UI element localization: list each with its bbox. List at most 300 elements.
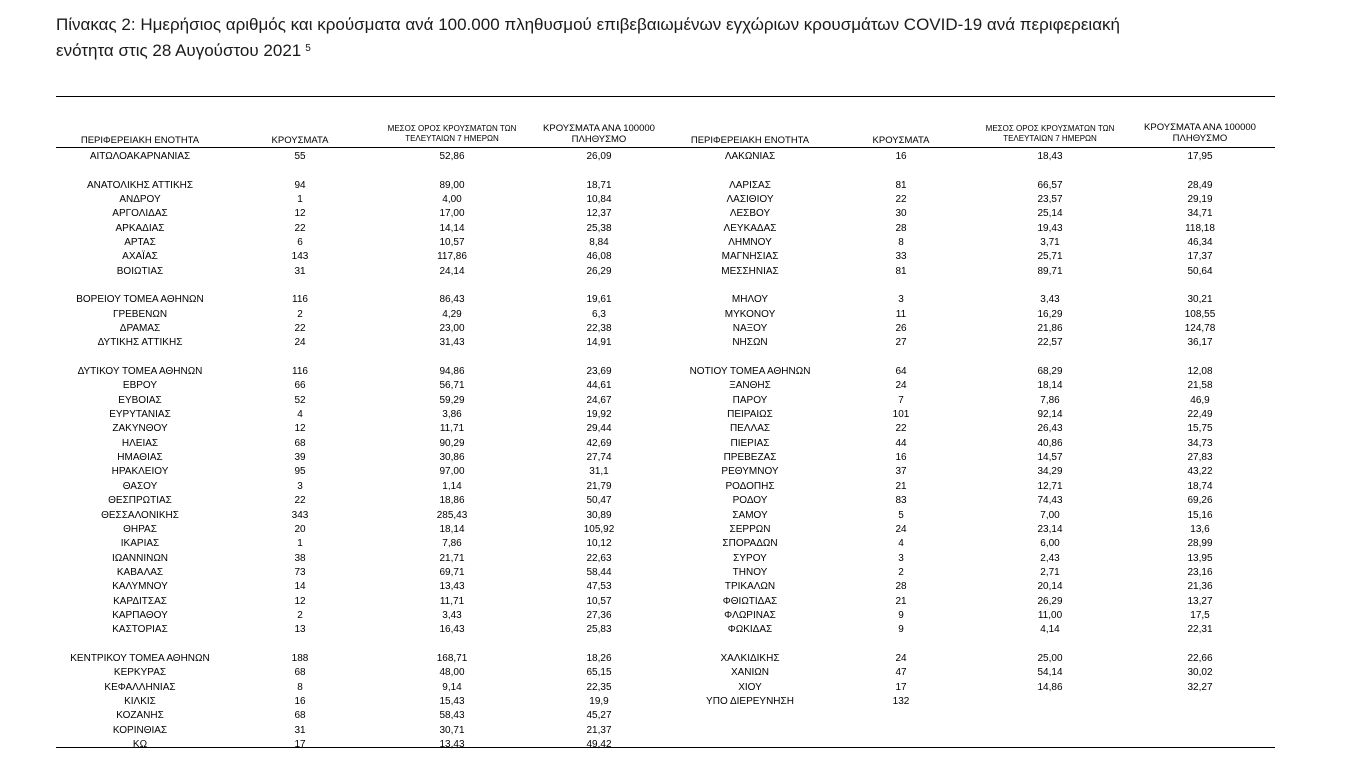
table-row (0, 279, 1359, 293)
cases-cell: 81 (895, 265, 907, 277)
region-cell: ΚΕΡΚΥΡΑΣ (113, 667, 167, 679)
table-row (0, 580, 1359, 594)
per100k-cell: 13,6 (1190, 523, 1210, 535)
region-cell: ΑΡΓΟΛΙΔΑΣ (112, 208, 168, 220)
cases-cell: 9 (898, 609, 904, 621)
region-cell: ΒΟΙΩΤΙΑΣ (116, 265, 164, 277)
avg-cell: 92,14 (1037, 409, 1063, 421)
avg-cell: 10,57 (439, 237, 465, 249)
per100k-cell: 6,3 (592, 308, 606, 320)
table-row (0, 365, 1359, 379)
header-per100k-right-line2: ΠΛΗΘΥΣΜΟ (1172, 133, 1228, 144)
per100k-cell: 46,08 (586, 251, 612, 263)
region-cell: ΠΕΛΛΑΣ (729, 423, 771, 435)
region-cell: ΡΟΔΟΠΗΣ (725, 480, 775, 492)
per100k-cell: 21,36 (1187, 581, 1213, 593)
per100k-cell: 27,36 (586, 609, 612, 621)
region-cell: ΛΕΣΒΟΥ (729, 208, 771, 220)
cases-cell: 22 (895, 194, 907, 206)
cases-cell: 26 (895, 323, 907, 335)
per100k-cell: 18,26 (586, 652, 612, 664)
avg-cell: 40,86 (1037, 437, 1063, 449)
region-cell: ΘΑΣΟΥ (122, 480, 158, 492)
cases-cell: 5 (898, 509, 904, 521)
per100k-cell: 44,61 (586, 380, 612, 392)
per100k-cell: 23,69 (586, 366, 612, 378)
avg-cell: 9,14 (442, 681, 462, 693)
table-row (0, 638, 1359, 652)
title-line-2 (56, 38, 1286, 64)
cases-cell: 3 (898, 294, 904, 306)
per100k-cell: 18,74 (1187, 480, 1213, 492)
avg-cell: 97,00 (439, 466, 465, 478)
cases-cell: 64 (895, 366, 907, 378)
avg-cell: 18,43 (1037, 151, 1063, 162)
region-cell: ΚΑΡΔΙΤΣΑΣ (113, 595, 167, 607)
region-cell: ΑΙΤΩΛΟΑΚΑΡΝΑΝΙΑΣ (89, 151, 191, 162)
cases-cell: 73 (294, 566, 306, 578)
avg-cell: 90,29 (439, 437, 465, 449)
avg-cell: 30,71 (439, 724, 465, 736)
avg-cell: 7,00 (1040, 509, 1060, 521)
cases-cell: 1 (297, 194, 303, 206)
avg-cell: 2,43 (1040, 552, 1060, 564)
avg-cell: 1,14 (442, 480, 462, 492)
region-cell: ΛΑΣΙΘΙΟΥ (726, 194, 774, 206)
cases-cell: 3 (898, 552, 904, 564)
table-row (0, 308, 1359, 322)
per100k-cell: 32,27 (1187, 681, 1213, 693)
per100k-cell: 17,95 (1187, 151, 1213, 162)
region-cell: ΔΡΑΜΑΣ (119, 323, 161, 335)
avg-cell: 21,86 (1037, 323, 1063, 335)
avg-cell: 14,14 (439, 222, 465, 234)
cases-cell: 1 (297, 538, 303, 550)
region-cell: ΠΕΙΡΑΙΩΣ (727, 409, 773, 421)
cases-cell: 28 (895, 581, 907, 593)
region-cell: ΣΠΟΡΑΔΩΝ (722, 538, 778, 550)
cases-cell: 24 (895, 523, 907, 535)
avg-cell: 25,71 (1037, 251, 1063, 263)
avg-cell: 11,71 (439, 595, 465, 607)
region-cell: ΡΕΘΥΜΝΟΥ (721, 466, 779, 478)
per100k-cell: 34,73 (1187, 437, 1213, 449)
per100k-cell: 22,38 (586, 323, 612, 335)
region-cell: ΤΡΙΚΑΛΩΝ (724, 581, 776, 593)
cases-cell: 95 (294, 466, 306, 478)
table-row (0, 681, 1359, 695)
cases-cell: 83 (895, 495, 907, 507)
region-cell: ΚΟΖΑΝΗΣ (116, 710, 164, 722)
cases-cell: 21 (895, 595, 907, 607)
per100k-cell: 13,95 (1187, 552, 1213, 564)
cases-cell: 39 (294, 452, 306, 464)
avg-cell: 48,00 (439, 667, 465, 679)
cases-cell: 24 (895, 380, 907, 392)
avg-cell: 4,14 (1040, 624, 1060, 636)
region-cell: ΠΑΡΟΥ (732, 394, 768, 406)
table-row (0, 465, 1359, 479)
avg-cell: 69,71 (439, 566, 465, 578)
cases-cell: 17 (294, 738, 306, 750)
avg-cell: 25,00 (1037, 652, 1063, 664)
table-row (0, 207, 1359, 221)
per100k-cell: 108,55 (1184, 308, 1216, 320)
per100k-cell: 25,83 (586, 624, 612, 636)
per100k-cell: 22,35 (586, 681, 612, 693)
avg-cell: 117,86 (437, 251, 467, 263)
region-cell: ΗΜΑΘΙΑΣ (117, 452, 163, 464)
header-region-right: ΠΕΡΙΦΕΡΕΙΑΚΗ ΕΝΟΤΗΤΑ (690, 135, 810, 146)
per100k-cell: 27,83 (1187, 452, 1213, 464)
region-cell: ΑΝΑΤΟΛΙΚΗΣ ΑΤΤΙΚΗΣ (86, 179, 194, 191)
region-cell: ΧΑΝΙΩΝ (730, 667, 770, 679)
region-cell: ΘΗΡΑΣ (123, 523, 157, 535)
cases-cell: 12 (294, 423, 306, 435)
cases-cell: 37 (895, 466, 907, 478)
cases-cell: 66 (294, 380, 306, 392)
region-cell: ΚΑΡΠΑΘΟΥ (112, 609, 168, 621)
header-avg-right-line1: ΜΕΣΟΣ ΟΡΟΣ ΚΡΟΥΣΜΑΤΩΝ ΤΩΝ (985, 124, 1115, 133)
table-row (0, 193, 1359, 207)
region-cell: ΧΑΛΚΙΔΙΚΗΣ (720, 652, 780, 664)
table-row (0, 408, 1359, 422)
table-row (0, 437, 1359, 451)
avg-cell: 86,43 (439, 294, 465, 306)
region-cell: ΕΒΡΟΥ (122, 380, 158, 392)
avg-cell: 3,43 (442, 609, 462, 621)
avg-cell: 89,71 (1037, 265, 1063, 277)
region-cell: ΕΥΒΟΙΑΣ (118, 394, 162, 406)
cases-cell: 16 (895, 151, 907, 162)
avg-cell: 23,00 (439, 323, 465, 335)
per100k-cell: 29,19 (1187, 194, 1213, 206)
region-cell: ΠΡΕΒΕΖΑΣ (723, 452, 777, 464)
header-avg-left-line2: ΤΕΛΕΥΤΑΙΩΝ 7 ΗΜΕΡΩΝ (405, 134, 499, 143)
per100k-cell: 18,71 (586, 179, 612, 191)
cases-cell: 22 (294, 495, 306, 507)
per100k-cell: 26,29 (586, 265, 612, 277)
avg-cell: 22,57 (1037, 337, 1063, 349)
cases-cell: 17 (895, 681, 907, 693)
cases-cell: 8 (297, 681, 303, 693)
table-row (0, 293, 1359, 307)
per100k-cell: 22,31 (1187, 624, 1213, 636)
header-per100k-right (1120, 122, 1280, 144)
region-cell: ΖΑΚΥΝΘΟΥ (112, 423, 168, 435)
region-cell: ΚΕΦΑΛΛΗΝΙΑΣ (104, 681, 176, 693)
avg-cell: 30,86 (439, 452, 465, 464)
per100k-cell: 50,64 (1187, 265, 1213, 277)
avg-cell: 13,43 (439, 738, 465, 750)
avg-cell: 68,29 (1037, 366, 1063, 378)
footnote-marker: 5 (305, 43, 311, 54)
region-cell: ΡΟΔΟΥ (732, 495, 768, 507)
region-cell: ΚΑΣΤΟΡΙΑΣ (112, 624, 168, 636)
table-row (0, 222, 1359, 236)
cases-cell: 33 (895, 251, 907, 263)
per100k-cell: 30,21 (1187, 294, 1213, 306)
cases-cell: 7 (898, 394, 904, 406)
bottom-rule (56, 747, 1275, 748)
table-row (0, 179, 1359, 193)
cases-cell: 30 (895, 208, 907, 220)
region-cell: ΚΟΡΙΝΘΙΑΣ (112, 724, 168, 736)
avg-cell: 89,00 (439, 179, 465, 191)
cases-cell: 24 (294, 337, 306, 349)
avg-cell: 21,71 (439, 552, 465, 564)
avg-cell: 14,57 (1037, 452, 1063, 464)
header-per100k-right-line1: ΚΡΟΥΣΜΑΤΑ ΑΝΑ 100000 (1144, 122, 1256, 133)
avg-cell: 14,86 (1037, 681, 1063, 693)
avg-cell: 7,86 (1040, 394, 1060, 406)
per100k-cell: 26,09 (586, 151, 612, 162)
table-row (0, 552, 1359, 566)
per100k-cell: 22,66 (1187, 652, 1213, 664)
per100k-cell: 69,26 (1187, 495, 1213, 507)
avg-cell: 52,86 (439, 151, 465, 162)
cases-cell: 22 (895, 423, 907, 435)
cases-cell: 2 (898, 566, 904, 578)
per100k-cell: 42,69 (586, 437, 612, 449)
per100k-cell: 13,27 (1187, 595, 1213, 607)
region-cell: ΣΥΡΟΥ (733, 552, 767, 564)
region-cell: ΛΑΡΙΣΑΣ (729, 179, 771, 191)
region-cell: ΔΥΤΙΚΗΣ ΑΤΤΙΚΗΣ (97, 337, 183, 349)
region-cell: ΛΑΚΩΝΙΑΣ (724, 151, 776, 162)
table-row (0, 265, 1359, 279)
header-rule (56, 147, 1275, 148)
header-avg-right (960, 124, 1140, 144)
cases-cell: 188 (291, 652, 309, 664)
region-cell: ΜΑΓΝΗΣΙΑΣ (721, 251, 779, 263)
table-row (0, 595, 1359, 609)
per100k-cell: 28,49 (1187, 179, 1213, 191)
per100k-cell: 118,18 (1185, 222, 1215, 234)
cases-cell: 22 (294, 222, 306, 234)
avg-cell: 31,43 (439, 337, 465, 349)
per100k-cell: 19,9 (589, 695, 609, 707)
cases-cell: 14 (294, 581, 306, 593)
header-cases-right: ΚΡΟΥΣΜΑΤΑ (872, 135, 930, 146)
table-row (0, 666, 1359, 680)
region-cell: ΣΑΜΟΥ (732, 509, 768, 521)
cases-cell: 11 (895, 308, 907, 320)
avg-cell: 11,71 (439, 423, 465, 435)
per100k-cell: 12,37 (586, 208, 612, 220)
table-row (0, 451, 1359, 465)
table-row (0, 652, 1359, 666)
per100k-cell: 49,42 (586, 738, 612, 750)
cases-cell: 68 (294, 710, 306, 722)
per100k-cell: 24,67 (586, 394, 612, 406)
avg-cell: 59,29 (439, 394, 465, 406)
table-row (0, 422, 1359, 436)
region-cell: ΝΑΞΟΥ (732, 323, 768, 335)
table-row (0, 695, 1359, 709)
region-cell: ΘΕΣΣΑΛΟΝΙΚΗΣ (101, 509, 179, 521)
title-line-2-text: ενότητα στις 28 Αυγούστου 2021 (56, 41, 302, 60)
cases-cell: 68 (294, 667, 306, 679)
cases-cell: 4 (898, 538, 904, 550)
per100k-cell: 43,22 (1187, 466, 1213, 478)
region-cell: ΑΡΤΑΣ (124, 237, 156, 249)
avg-cell: 285,43 (436, 509, 468, 521)
avg-cell: 15,43 (439, 695, 465, 707)
cases-cell: 81 (895, 179, 907, 191)
region-cell: ΧΙΟΥ (738, 681, 762, 693)
header-avg-left (362, 124, 542, 144)
header-per100k-left-line2: ΠΛΗΘΥΣΜΟ (571, 134, 627, 145)
region-cell: ΞΑΝΘΗΣ (729, 380, 771, 392)
avg-cell: 58,43 (439, 710, 465, 722)
region-cell: ΓΡΕΒΕΝΩΝ (112, 308, 168, 320)
per100k-cell: 124,78 (1184, 323, 1216, 335)
avg-cell: 3,86 (442, 409, 462, 421)
per100k-cell: 25,38 (586, 222, 612, 234)
region-cell: ΔΥΤΙΚΟΥ ΤΟΜΕΑ ΑΘΗΝΩΝ (77, 366, 203, 378)
per100k-cell: 17,37 (1187, 251, 1213, 263)
per100k-cell: 14,91 (586, 337, 612, 349)
header-avg-right-line2: ΤΕΛΕΥΤΑΙΩΝ 7 ΗΜΕΡΩΝ (1003, 134, 1097, 143)
cases-cell: 31 (294, 724, 306, 736)
per100k-cell: 15,75 (1187, 423, 1213, 435)
table-row (0, 351, 1359, 365)
avg-cell: 74,43 (1037, 495, 1063, 507)
per100k-cell: 10,57 (586, 595, 612, 607)
cases-cell: 38 (294, 552, 306, 564)
avg-cell: 6,00 (1040, 538, 1060, 550)
per100k-cell: 50,47 (586, 495, 612, 507)
region-cell: ΥΠΟ ΔΙΕΡΕΥΝΗΣΗ (706, 695, 794, 707)
cases-cell: 3 (297, 480, 303, 492)
avg-cell: 18,14 (439, 523, 465, 535)
per100k-cell: 10,12 (586, 538, 612, 550)
cases-cell: 47 (895, 667, 907, 679)
per100k-cell: 28,99 (1187, 538, 1213, 550)
cases-cell: 4 (297, 409, 303, 421)
cases-cell: 68 (294, 437, 306, 449)
table-row (0, 150, 1359, 164)
per100k-cell: 34,71 (1187, 208, 1213, 220)
region-cell: ΦΛΩΡΙΝΑΣ (724, 609, 776, 621)
per100k-cell: 45,27 (586, 710, 612, 722)
avg-cell: 3,43 (1040, 294, 1060, 306)
cases-cell: 9 (898, 624, 904, 636)
avg-cell: 16,29 (1037, 308, 1063, 320)
table-row (0, 609, 1359, 623)
avg-cell: 18,14 (1037, 380, 1063, 392)
avg-cell: 19,43 (1037, 222, 1063, 234)
avg-cell: 13,43 (439, 581, 465, 593)
region-cell: ΑΝΔΡΟΥ (119, 194, 161, 206)
table-title (56, 12, 1286, 64)
cases-cell: 27 (895, 337, 907, 349)
region-cell: ΜΥΚΟΝΟΥ (724, 308, 776, 320)
table-row (0, 336, 1359, 350)
avg-cell: 17,00 (439, 208, 465, 220)
cases-cell: 2 (297, 609, 303, 621)
avg-cell: 12,71 (1037, 480, 1063, 492)
cases-cell: 143 (291, 251, 309, 263)
cases-cell: 52 (294, 394, 306, 406)
avg-cell: 56,71 (439, 380, 465, 392)
table-row (0, 623, 1359, 637)
per100k-cell: 29,44 (586, 423, 612, 435)
top-rule (56, 96, 1275, 97)
header-per100k-left (519, 123, 679, 145)
avg-cell: 7,86 (442, 538, 462, 550)
avg-cell: 11,00 (1037, 609, 1063, 621)
avg-cell: 25,14 (1037, 208, 1063, 220)
header-cases-left: ΚΡΟΥΣΜΑΤΑ (271, 135, 329, 146)
avg-cell: 18,86 (439, 495, 465, 507)
avg-cell: 23,57 (1037, 194, 1063, 206)
per100k-cell: 17,5 (1190, 609, 1210, 621)
per100k-cell: 19,92 (586, 409, 612, 421)
cases-cell: 116 (292, 366, 308, 378)
per100k-cell: 21,79 (586, 480, 612, 492)
per100k-cell: 65,15 (586, 667, 612, 679)
table-row (0, 322, 1359, 336)
avg-cell: 26,29 (1037, 595, 1063, 607)
cases-cell: 44 (895, 437, 907, 449)
per100k-cell: 47,53 (586, 581, 612, 593)
table-row (0, 523, 1359, 537)
region-cell: ΝΟΤΙΟΥ ΤΟΜΕΑ ΑΘΗΝΩΝ (689, 366, 811, 378)
right-table (0, 150, 1359, 747)
cases-cell: 20 (294, 523, 306, 535)
cases-cell: 21 (895, 480, 907, 492)
region-cell: ΚΑΛΥΜΝΟΥ (112, 581, 168, 593)
table-row (0, 164, 1359, 178)
table-row (0, 537, 1359, 551)
per100k-cell: 46,34 (1187, 237, 1213, 249)
region-cell: ΑΧΑΪΑΣ (122, 251, 158, 263)
avg-cell: 26,43 (1037, 423, 1063, 435)
per100k-cell: 21,58 (1187, 380, 1213, 392)
header-region-left: ΠΕΡΙΦΕΡΕΙΑΚΗ ΕΝΟΤΗΤΑ (80, 135, 200, 146)
cases-cell: 13 (294, 624, 306, 636)
per100k-cell: 12,08 (1187, 366, 1213, 378)
cases-cell: 12 (294, 208, 306, 220)
cases-cell: 12 (294, 595, 306, 607)
per100k-cell: 23,16 (1187, 566, 1213, 578)
region-cell: ΝΗΣΩΝ (732, 337, 768, 349)
avg-cell: 94,86 (439, 366, 465, 378)
region-cell: ΘΕΣΠΡΩΤΙΑΣ (108, 495, 172, 507)
region-cell: ΕΥΡΥΤΑΝΙΑΣ (109, 409, 171, 421)
region-cell: ΤΗΝΟΥ (732, 566, 768, 578)
per100k-cell: 31,1 (589, 466, 609, 478)
per100k-cell: 58,44 (586, 566, 612, 578)
per100k-cell: 30,02 (1187, 667, 1213, 679)
cases-cell: 28 (895, 222, 907, 234)
cases-cell: 31 (294, 265, 306, 277)
per100k-cell: 22,49 (1187, 409, 1213, 421)
avg-cell: 34,29 (1037, 466, 1063, 478)
region-cell: ΚΕΝΤΡΙΚΟΥ ΤΟΜΕΑ ΑΘΗΝΩΝ (70, 652, 210, 664)
per100k-cell: 19,61 (586, 294, 612, 306)
region-cell: ΚΙΛΚΙΣ (124, 695, 156, 707)
cases-cell: 6 (297, 237, 303, 249)
avg-cell: 3,71 (1040, 237, 1060, 249)
avg-cell: 23,14 (1037, 523, 1063, 535)
avg-cell: 4,00 (442, 194, 462, 206)
region-cell: ΒΟΡΕΙΟΥ ΤΟΜΕΑ ΑΘΗΝΩΝ (76, 294, 204, 306)
region-cell: ΠΙΕΡΙΑΣ (730, 437, 770, 449)
region-cell: ΗΡΑΚΛΕΙΟΥ (111, 466, 169, 478)
